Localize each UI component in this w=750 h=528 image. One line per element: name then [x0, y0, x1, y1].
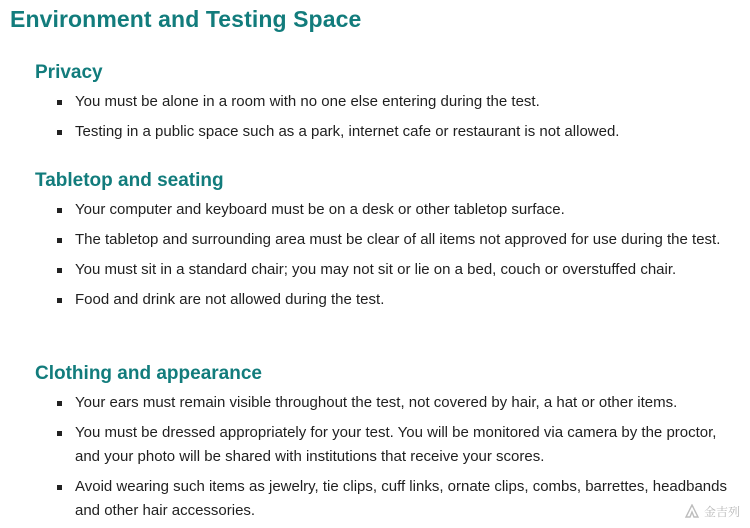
list-item	[0, 258, 750, 282]
list-item-text: You must be alone in a room with no one else entering during the test.	[75, 93, 540, 110]
section-clothing-and-appearance	[0, 362, 750, 523]
square-bullet-icon	[57, 268, 62, 273]
square-bullet-icon	[57, 401, 62, 406]
list-item	[0, 90, 750, 114]
list-item	[0, 120, 750, 144]
page-title: Environment and Testing Space	[10, 6, 362, 32]
list-item-text: The tabletop and surrounding area must be clear of all items not approved for use during the test.	[75, 231, 721, 248]
square-bullet-icon	[57, 298, 62, 303]
section-heading-tabletop: Tabletop and seating	[35, 170, 224, 191]
section-heading-privacy: Privacy	[35, 62, 103, 83]
privacy-list	[0, 90, 750, 144]
clothing-list	[0, 391, 750, 523]
list-item-text: Avoid wearing such items as jewelry, tie clips, cuff links, ornate clips, combs, barrettes, headbands and other hair accessories.	[75, 478, 727, 519]
list-item-text: You must sit in a standard chair; you may not sit or lie on a bed, couch or overstuffed chair.	[75, 261, 677, 278]
list-item	[0, 198, 750, 222]
watermark	[684, 503, 740, 520]
list-item-text: Testing in a public space such as a park, internet cafe or restaurant is not allowed.	[75, 123, 620, 140]
section-privacy	[0, 61, 750, 144]
list-item-text: Your ears must remain visible throughout the test, not covered by hair, a hat or other items.	[75, 394, 678, 411]
square-bullet-icon	[57, 431, 62, 436]
square-bullet-icon	[57, 485, 62, 490]
list-item	[0, 475, 750, 523]
list-item	[0, 391, 750, 415]
list-item	[0, 421, 750, 469]
square-bullet-icon	[57, 100, 62, 105]
logo-icon	[684, 504, 700, 520]
square-bullet-icon	[57, 208, 62, 213]
list-item-text: You must be dressed appropriately for your test. You will be monitored via camera by the proctor, and your photo will be shared with institutions that receive your scores.	[75, 424, 717, 465]
square-bullet-icon	[57, 130, 62, 135]
section-tabletop-and-seating	[0, 169, 750, 312]
section-heading-clothing: Clothing and appearance	[35, 363, 262, 384]
list-item	[0, 288, 750, 312]
tabletop-list	[0, 198, 750, 312]
square-bullet-icon	[57, 238, 62, 243]
list-item-text: Your computer and keyboard must be on a desk or other tabletop surface.	[75, 201, 565, 218]
list-item	[0, 228, 750, 252]
list-item-text: Food and drink are not allowed during the test.	[75, 291, 385, 308]
watermark-text: 金吉列	[703, 505, 740, 519]
